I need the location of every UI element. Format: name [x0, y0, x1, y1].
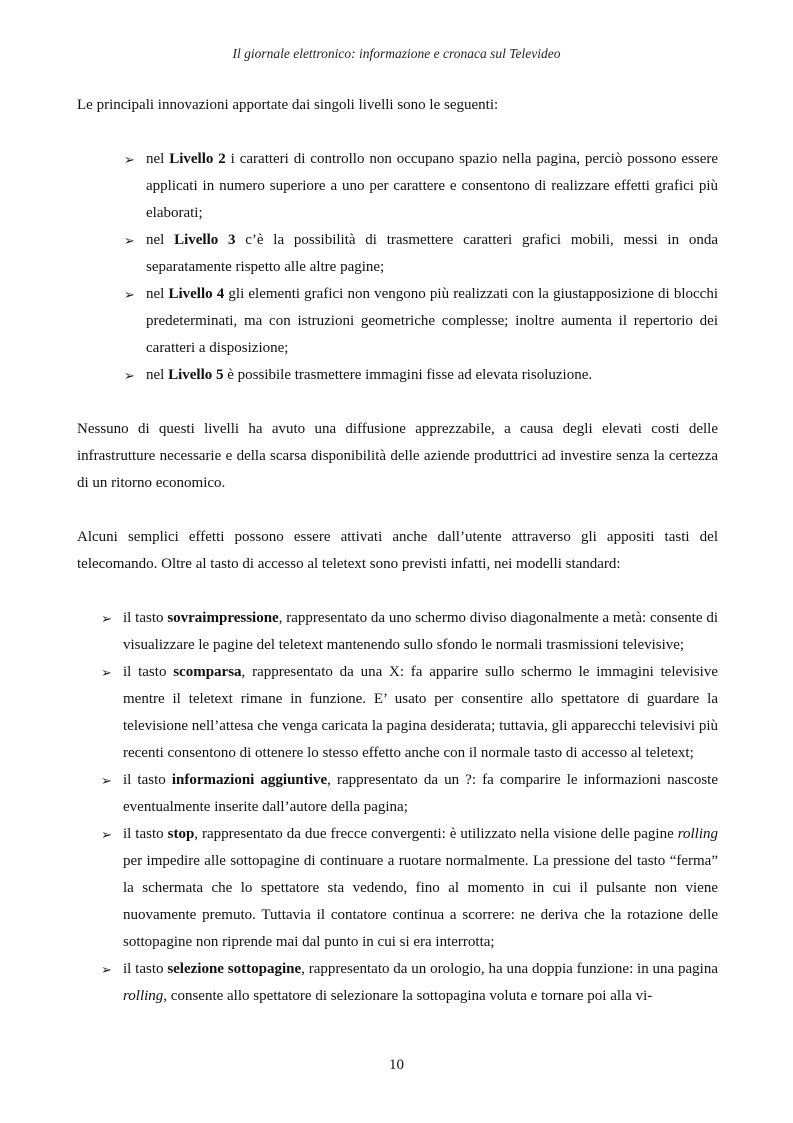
arrow-bullet-icon: ➢	[101, 773, 112, 788]
paragraph-diffusione	[77, 416, 718, 497]
intro-text: Le principali innovazioni apportate dai singoli livelli sono le seguenti:	[77, 97, 499, 113]
arrow-bullet-icon: ➢	[124, 152, 135, 167]
arrow-bullet-icon: ➢	[101, 611, 112, 626]
arrow-bullet-icon: ➢	[124, 233, 135, 248]
key-name: stop	[167, 826, 195, 842]
list-item: ➢ il tasto selezione sottopagine, rappresentato da un orologio, ha una doppia funzione: in una pagina rolling, consente allo spettatore di selezionare la sottopagina voluta e tornare poi alla vi-	[101, 956, 718, 1010]
arrow-bullet-icon: ➢	[101, 665, 112, 680]
arrow-bullet-icon: ➢	[101, 827, 112, 842]
keys-list	[101, 605, 718, 1010]
level-name: Livello 3	[174, 232, 236, 248]
paragraph-telecomando	[77, 524, 718, 578]
arrow-bullet-icon: ➢	[124, 287, 135, 302]
key-name: sovraimpressione	[167, 610, 279, 626]
arrow-bullet-icon: ➢	[124, 368, 135, 383]
paragraph-text: Nessuno di questi livelli ha avuto una diffusione apprezzabile, a causa degli elevati costi delle infrastrutture necessarie e della scarsa disponibilità delle aziende produttrici ad investire senza la certezza di un ritorno economico.	[77, 421, 718, 491]
italic-term: rolling	[677, 826, 718, 842]
list-item: ➢ nel Livello 5 è possibile trasmettere immagini fisse ad elevata risoluzione.	[124, 362, 718, 389]
list-item: ➢ il tasto stop, rappresentato da due frecce convergenti: è utilizzato nella visione delle pagine rolling per impedire alle sottopagine di continuare a ruotare normalmente. La pressione del tasto “ferma” la schermata che lo spettatore sta vedendo, fino al momento in cui il pulsante non viene nuovamente premuto. Tuttavia il contatore continua a scorrere: ne deriva che la rotazione delle sottopagine non riprende mai dal punto in cui si era interrotta;	[101, 821, 718, 956]
key-name: selezione sottopagine	[167, 961, 302, 977]
level-name: Livello 4	[168, 286, 225, 302]
page-number: 10	[389, 1057, 404, 1073]
italic-term: rolling	[123, 988, 164, 1004]
list-item: ➢ il tasto scomparsa, rappresentato da una X: fa apparire sullo schermo le immagini televisive mentre il teletext rimane in funzione. E’ usato per consentire allo spettatore di guardare la televisione nell’attesa che venga caricata la pagina desiderata; tuttavia, gli apparecchi televisivi più recenti consentono di ottenere lo stesso effetto anche con il normale tasto di accesso al teletext;	[101, 659, 718, 767]
running-header: Il giornale elettronico: informazione e cronaca sul Televideo	[232, 46, 561, 61]
level-name: Livello 5	[168, 367, 224, 383]
key-name: scomparsa	[173, 664, 242, 680]
list-item: ➢ nel Livello 3 c’è la possibilità di trasmettere caratteri grafici mobili, messi in onda separatamente rispetto alle altre pagine;	[124, 227, 718, 281]
list-item: ➢ il tasto informazioni aggiuntive, rappresentato da un ?: fa comparire le informazioni nascoste eventualmente inserite dall’autore della pagina;	[101, 767, 718, 821]
levels-list	[124, 146, 718, 389]
intro-paragraph	[77, 92, 718, 119]
level-name: Livello 2	[169, 151, 226, 167]
list-item: ➢ il tasto sovraimpressione, rappresentato da uno schermo diviso diagonalmente a metà: consente di visualizzare le pagine del teletext mantenendo sullo sfondo le normali trasmissioni televisive;	[101, 605, 718, 659]
key-name: informazioni aggiuntive	[171, 772, 328, 788]
list-item: ➢ nel Livello 2 i caratteri di controllo non occupano spazio nella pagina, perciò possono essere applicati in numero superiore a uno per carattere e consentono di realizzare effetti grafici più elaborati;	[124, 146, 718, 227]
list-item: ➢ nel Livello 4 gli elementi grafici non vengono più realizzati con la giustapposizione di blocchi predeterminati, ma con istruzioni geometriche complesse; inoltre aumenta il repertorio dei caratteri a disposizione;	[124, 281, 718, 362]
arrow-bullet-icon: ➢	[101, 962, 112, 977]
paragraph-text: Alcuni semplici effetti possono essere attivati anche dall’utente attraverso gli appositi tasti del telecomando. Oltre al tasto di accesso al teletext sono previsti infatti, nei modelli standard:	[77, 529, 718, 572]
